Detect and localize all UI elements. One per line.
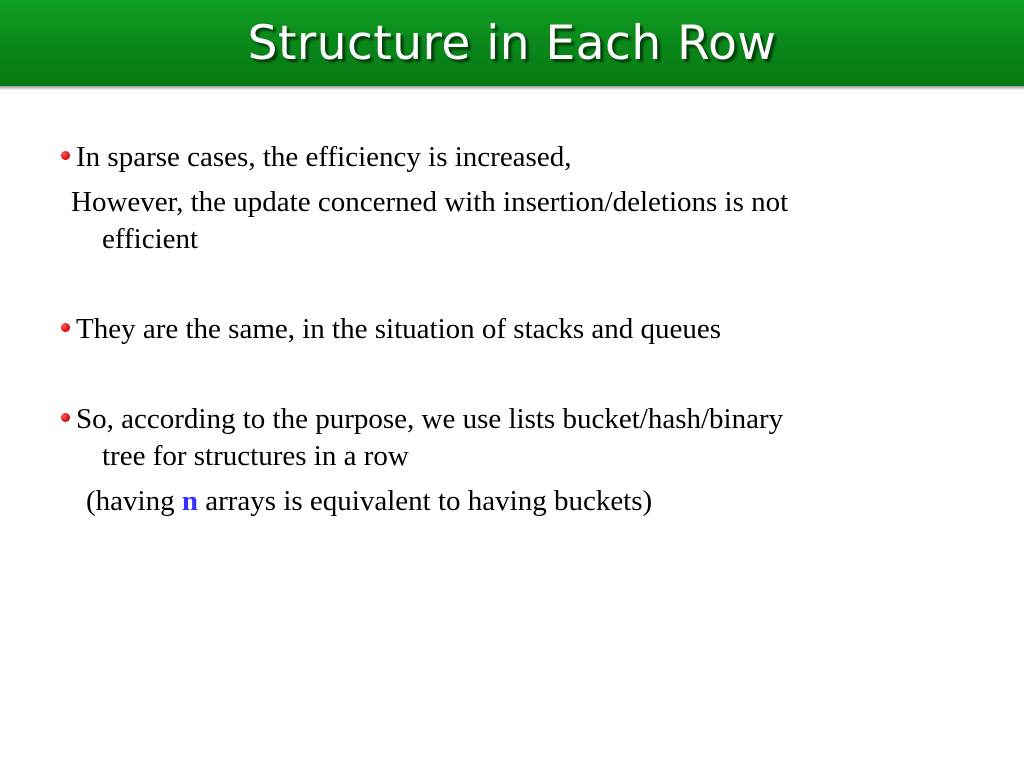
bullet-point-1 [61, 139, 571, 176]
bullet-point-1-text: In sparse cases, the efficiency is increased, [76, 141, 572, 173]
bullet-point-2 [61, 311, 721, 348]
bullet-point-3 [61, 401, 783, 438]
slide-title: Structure in Each Row [247, 16, 777, 71]
bullet-point-1-continuation: However, the update concerned with insertion/deletions is not [71, 186, 789, 218]
bullet-point-1-wrap: efficient [102, 223, 199, 255]
bullet-point-3-note [86, 483, 652, 520]
note-prefix: (having [86, 485, 182, 517]
red-bullet-icon [61, 413, 70, 422]
note-emphasis-n: n [181, 485, 198, 517]
bullet-point-2-text: They are the same, in the situation of stacks and queues [76, 313, 722, 345]
bullet-point-3-wrap: tree for structures in a row [102, 440, 409, 472]
red-bullet-icon [61, 323, 70, 332]
note-suffix: arrays is equivalent to having buckets) [197, 485, 653, 517]
bullet-point-3-text: So, according to the purpose, we use lists bucket/hash/binary [76, 403, 784, 435]
title-bar-shadow [0, 86, 1024, 90]
red-bullet-icon [61, 151, 70, 160]
